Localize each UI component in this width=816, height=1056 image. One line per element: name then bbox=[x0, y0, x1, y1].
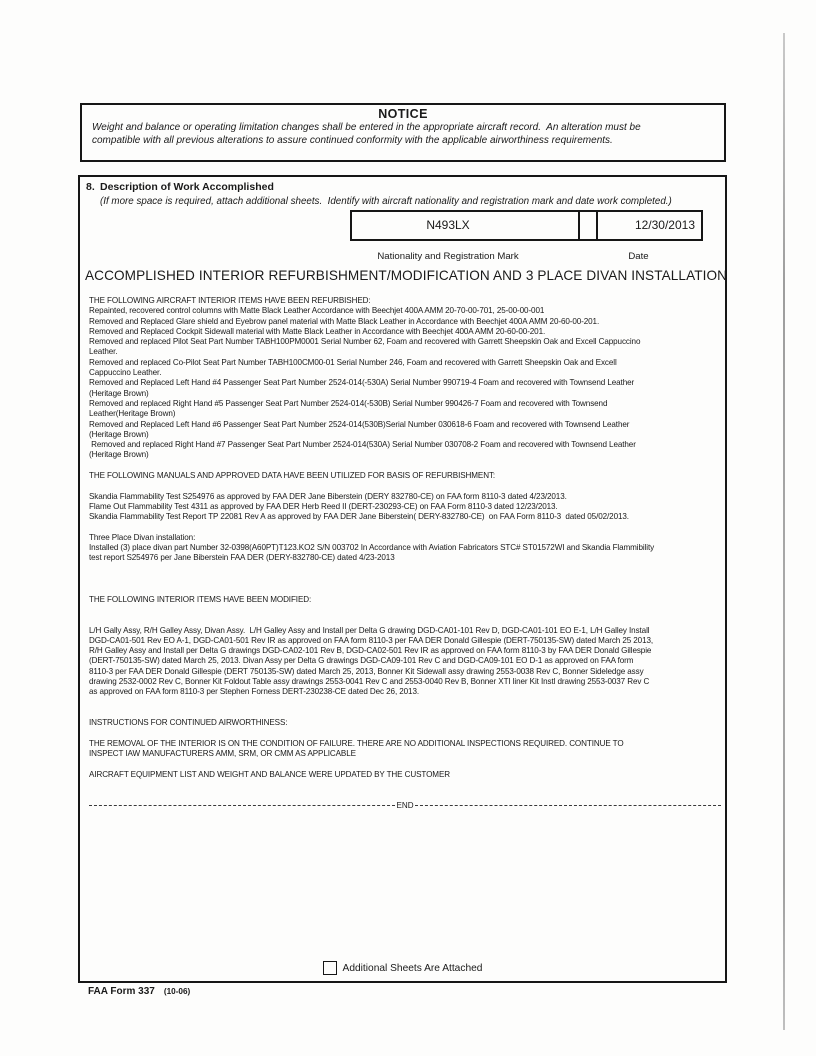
form-revision: (10-06) bbox=[163, 987, 191, 996]
work-description-line: (Heritage Brown) bbox=[89, 388, 149, 398]
additional-sheets-checkbox[interactable] bbox=[323, 961, 337, 975]
blank-line bbox=[89, 461, 721, 471]
blank-line bbox=[89, 780, 721, 790]
notice-line: compatible with all previous alterations to assure continued conformity with the applicable airworthiness requirements. bbox=[92, 134, 613, 146]
work-description-line: test report S254976 per Jane Biberstein FAA DER (DERY-832780-CE) dated 4/23-2013 bbox=[89, 553, 395, 563]
work-description-line: THE FOLLOWING INTERIOR ITEMS HAVE BEEN MODIFIED: bbox=[89, 594, 312, 604]
work-description-line: Removed and replaced Pilot Seat Part Number TABH100PM0001 Serial Number 62, Foam and recovered with Garrett Sheepskin Oak and Excell Cappuccino bbox=[89, 337, 641, 347]
blank-line bbox=[89, 790, 721, 800]
work-description-line: R/H Galley Assy and Install per Delta G drawings DGD-CA02-101 Rev B, DGD-CA02-501 Rev IR as approved on FAA form 8110-3 by FAA DER Donald Gillespie bbox=[89, 646, 652, 656]
scan-artifact-line bbox=[783, 33, 785, 1030]
blank-line bbox=[89, 574, 721, 584]
work-description-line: Installed (3) place divan part Number 32-0398(A60PT)T123.KO2 S/N 003702 In Accordance with Aviation Fabricators STC# ST01572WI and Skandia Flammibility bbox=[89, 543, 655, 553]
end-divider bbox=[89, 801, 721, 811]
work-description-line: Flame Out Flammability Test 4311 as approved by FAA DER Herb Reed II (DERT-230293-CE) on FAA Form 8110-3 dated 12/23/2013. bbox=[89, 501, 558, 511]
section8-number: 8. bbox=[86, 181, 95, 193]
blank-line bbox=[89, 728, 721, 738]
work-description-line: (Heritage Brown) bbox=[89, 429, 149, 439]
work-description-line: L/H Gally Assy, R/H Galley Assy, Divan Assy. L/H Galley Assy and Install per Delta G drawing DGD-CA01-101 Rev D, DGD-CA01-101 EO E-1, L/H Galley Install bbox=[89, 625, 650, 635]
work-description-line: INSPECT IAW MANUFACTURERS AMM, SRM, OR CMM AS APPLICABLE bbox=[89, 749, 356, 759]
work-description-line: Skandia Flammability Test Report TP 22081 Rev A as approved by FAA DER Jane Biberstein( DERY-832780-CE) on FAA Form 8110-3 dated 05/02/2013. bbox=[89, 512, 629, 522]
work-description-line: Removed and Replaced Left Hand #6 Passenger Seat Part Number 2524-014(530B)Serial Number 030618-6 Foam and recovered with Townsend Leather bbox=[89, 419, 630, 429]
blank-line bbox=[89, 708, 721, 718]
work-description-line: THE FOLLOWING MANUALS AND APPROVED DATA HAVE BEEN UTILIZED FOR BASIS OF REFURBISHMENT: bbox=[89, 471, 496, 481]
work-description-line: Removed and Replaced Glare shield and Eyebrow panel material with Matte Black Leather in Accordance with Beechjet 400A AMM 20-60-00-201. bbox=[89, 316, 600, 326]
work-description-body bbox=[89, 296, 721, 801]
blank-line bbox=[89, 564, 721, 574]
work-description-line: (Heritage Brown) bbox=[89, 450, 149, 460]
form-name: FAA Form 337 bbox=[88, 986, 155, 997]
blank-line bbox=[89, 605, 721, 615]
section8-heading: Description of Work Accomplished bbox=[100, 181, 274, 193]
work-description-line: Removed and replaced Co-Pilot Seat Part Number TABH100CM00-01 Serial Number 246, Foam and recovered with Garrett Sheepskin Oak and Excell bbox=[89, 357, 617, 367]
work-description-line: DGD-CA01-501 Rev EO A-1, DGD-CA01-501 Rev IR as approved on FAA form 8110-3 per FAA DER Donald Gillespie (DERT-750135-SW) dated March 25 2013, bbox=[89, 635, 654, 645]
work-description-line: (DERT-750135-SW) dated March 25, 2013. Divan Assy per Delta G drawings DGD-CA09-101 Rev C and DGD-CA09-101 EO D-1 as approved on FAA form bbox=[89, 656, 634, 666]
work-title: ACCOMPLISHED INTERIOR REFURBISHMENT/MODIFICATION AND 3 PLACE DIVAN INSTALLATION bbox=[85, 268, 728, 283]
end-divider-dash bbox=[89, 805, 395, 806]
date-box: 12/30/2013 bbox=[578, 210, 703, 241]
registration-mark-box: N493LX bbox=[350, 210, 598, 241]
work-description-line: Removed and Replaced Cockpit Sidewall material with Matte Black Leather in Accordance with Beechjet 400A AMM 20-60-00-201. bbox=[89, 326, 546, 336]
registration-mark-label: Nationality and Registration Mark bbox=[377, 251, 519, 262]
end-divider-label: END bbox=[396, 800, 414, 810]
notice-body bbox=[92, 122, 724, 147]
section8-instruction: (If more space is required, attach additional sheets. Identify with aircraft nationality and registration mark and date work completed.) bbox=[100, 196, 672, 207]
end-divider-dash bbox=[415, 805, 721, 806]
work-description-line: drawing 2532-0002 Rev C, Bonner Kit Foldout Table assy drawings 2553-0041 Rev C and 2553-0040 Rev B, Bonner XTI liner Kit Instl drawing 2553-0037 Rev C bbox=[89, 676, 650, 686]
notice-title: NOTICE bbox=[378, 107, 428, 121]
additional-sheets-row bbox=[80, 961, 725, 975]
blank-line bbox=[89, 698, 721, 708]
form-footer bbox=[88, 986, 190, 997]
date-label: Date bbox=[628, 251, 649, 262]
notice-line: Weight and balance or operating limitation changes shall be entered in the appropriate aircraft record. An alteration must be bbox=[92, 122, 641, 133]
section8-heading-row bbox=[86, 181, 274, 193]
blank-line bbox=[89, 523, 721, 533]
blank-line bbox=[89, 615, 721, 625]
section8-box bbox=[78, 175, 727, 983]
work-description-line: THE FOLLOWING AIRCRAFT INTERIOR ITEMS HAVE BEEN REFURBISHED: bbox=[89, 296, 371, 305]
blank-line bbox=[89, 481, 721, 491]
work-description-line: THE REMOVAL OF THE INTERIOR IS ON THE CONDITION OF FAILURE. THERE ARE NO ADDITIONAL INSPECTIONS REQUIRED. CONTINUE TO bbox=[89, 738, 624, 748]
work-description-line: as approved on FAA form 8110-3 per Stephen Forness DERT-230238-CE dated Dec 26, 2013. bbox=[89, 687, 419, 697]
blank-line bbox=[89, 584, 721, 594]
work-description-line: Removed and replaced Right Hand #7 Passenger Seat Part Number 2524-014(530A) Serial Number 030708-2 Foam and recovered with Townsend Leather bbox=[89, 440, 636, 450]
work-description-line: AIRCRAFT EQUIPMENT LIST AND WEIGHT AND BALANCE WERE UPDATED BY THE CUSTOMER bbox=[89, 769, 450, 779]
work-description bbox=[89, 296, 721, 811]
work-description-line: Removed and replaced Right Hand #5 Passenger Seat Part Number 2524-014(-530B) Serial Number 990426-7 Foam and recovered with Townsend bbox=[89, 398, 608, 408]
work-description-line: Leather. bbox=[89, 347, 118, 357]
work-description-line: Leather(Heritage Brown) bbox=[89, 409, 176, 419]
work-description-line: Three Place Divan installation: bbox=[89, 532, 196, 542]
work-description-line: INSTRUCTIONS FOR CONTINUED AIRWORTHINESS: bbox=[89, 718, 288, 728]
work-description-line: Skandia Flammability Test S254976 as approved by FAA DER Jane Biberstein (DERY 832780-CE) on FAA form 8110-3 dated 4/23/2013. bbox=[89, 491, 567, 501]
notice-box bbox=[80, 103, 726, 162]
work-description-line: Removed and Replaced Left Hand #4 Passenger Seat Part Number 2524-014(-530A) Serial Number 990719-4 Foam and recovered with Townsend Leather bbox=[89, 378, 635, 388]
work-description-line: Repainted, recovered control columns with Matte Black Leather Accordance with Beechjet 400A AMM 20-70-00-701, 25-00-00-001 bbox=[89, 306, 545, 316]
blank-line bbox=[89, 759, 721, 769]
work-description-line: Cappuccino Leather. bbox=[89, 368, 162, 378]
additional-sheets-label: Additional Sheets Are Attached bbox=[342, 962, 483, 974]
work-description-line: 8110-3 per FAA DER Donald Gillespie (DERT 750135-SW) dated March 25, 2013, Bonner Kit Sidewall assy drawing 2553-0038 Rev C, Bonner Sideledge assy bbox=[89, 666, 644, 676]
